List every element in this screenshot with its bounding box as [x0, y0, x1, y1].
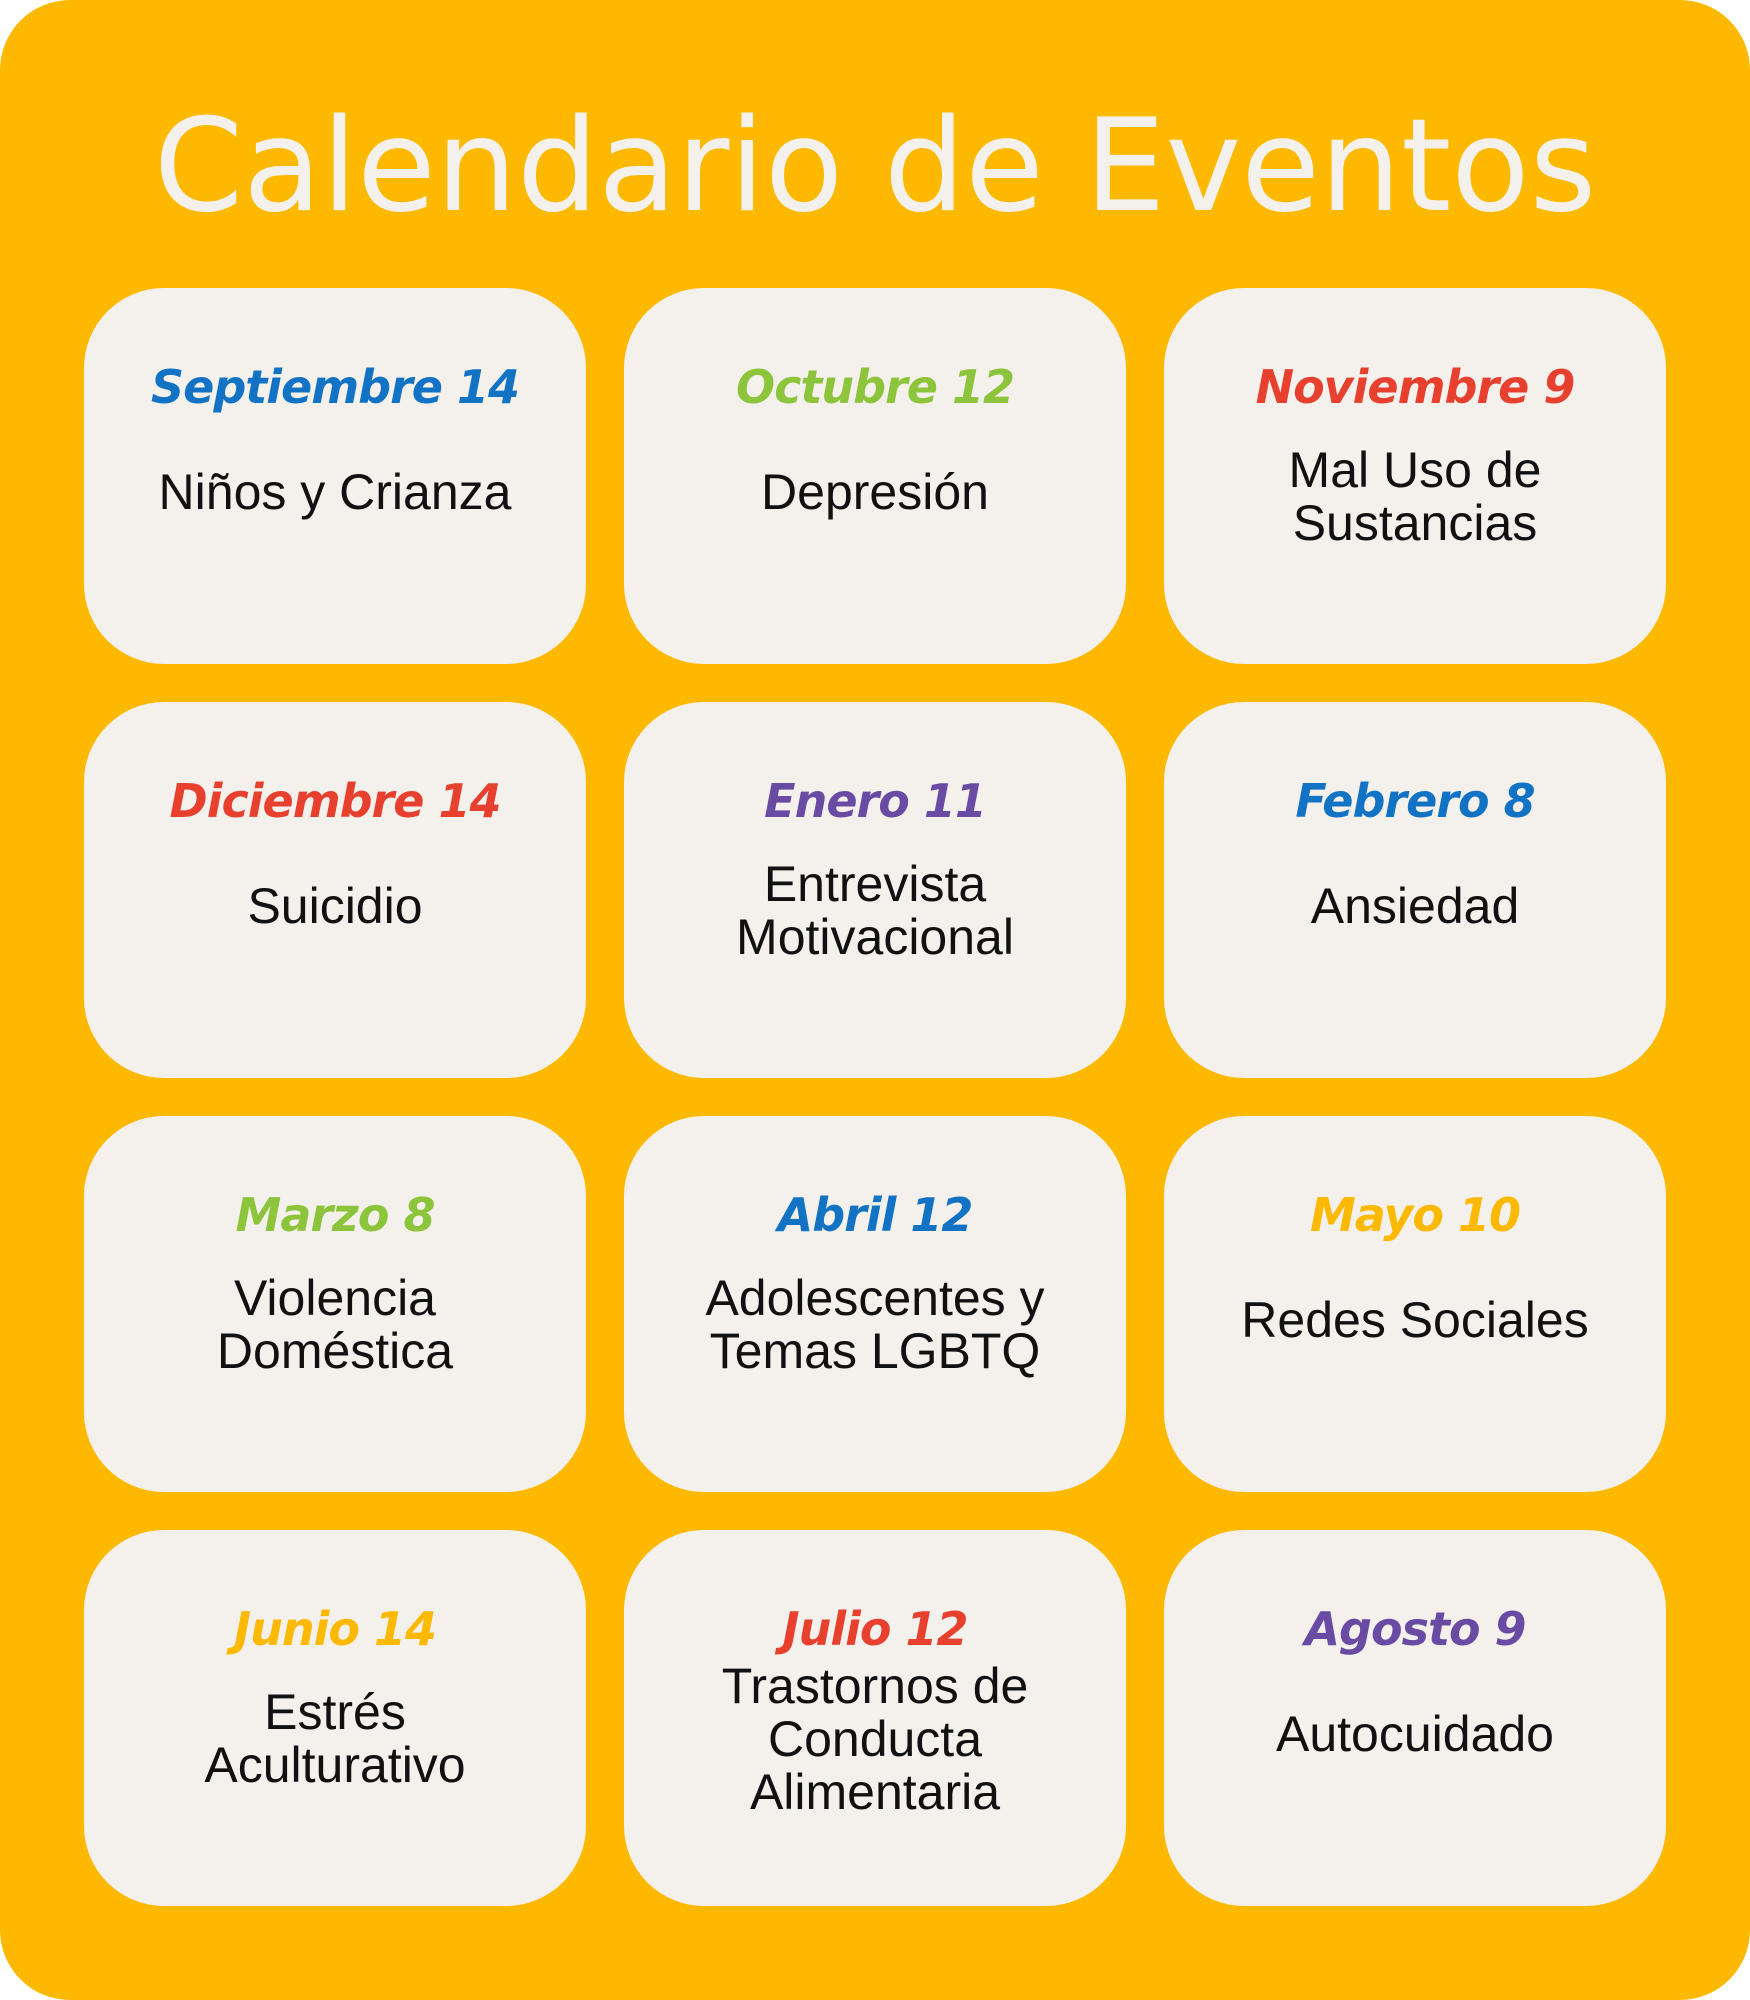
event-topic — [644, 1658, 1106, 1892]
event-topic — [104, 438, 566, 650]
event-card-december — [84, 702, 586, 1078]
event-date: Noviembre 9 — [1255, 360, 1575, 414]
page-title: Calendario de Eventos — [153, 92, 1597, 241]
event-topic — [644, 1266, 1106, 1478]
event-topic-text: Depresión — [761, 464, 989, 520]
events-grid — [84, 288, 1666, 1906]
event-topic — [1184, 1680, 1646, 1892]
event-card-april — [624, 1116, 1126, 1492]
event-date: Junio 14 — [233, 1602, 436, 1656]
event-date: Marzo 8 — [235, 1188, 435, 1242]
event-topic — [644, 438, 1106, 650]
event-topic — [104, 1266, 566, 1478]
event-topic-text: Ansiedad — [1310, 878, 1520, 934]
event-topic-text: Violencia Doméstica — [216, 1270, 454, 1379]
event-date: Diciembre 14 — [169, 774, 501, 828]
event-date: Enero 11 — [764, 774, 986, 828]
event-topic — [1184, 438, 1646, 650]
event-topic-text: Mal Uso de Sustancias — [1288, 442, 1542, 551]
event-card-may — [1164, 1116, 1666, 1492]
event-topic-text: Entrevista Motivacional — [736, 856, 1014, 965]
event-topic-text: Adolescentes y Temas LGBTQ — [705, 1270, 1045, 1379]
event-topic-text: Trastornos de Conducta Alimentaria — [721, 1658, 1029, 1820]
event-topic — [104, 852, 566, 1064]
event-topic — [1184, 852, 1646, 1064]
event-date: Abril 12 — [777, 1188, 973, 1242]
event-date: Julio 12 — [782, 1602, 968, 1656]
event-card-june — [84, 1530, 586, 1906]
event-date: Febrero 8 — [1295, 774, 1535, 828]
event-topic — [644, 852, 1106, 1064]
event-card-february — [1164, 702, 1666, 1078]
event-topic-text: Estrés Aculturativo — [204, 1684, 466, 1793]
event-topic-text: Redes Sociales — [1241, 1292, 1589, 1348]
event-date: Octubre 12 — [736, 360, 1014, 414]
event-card-july — [624, 1530, 1126, 1906]
event-card-august — [1164, 1530, 1666, 1906]
event-date: Agosto 9 — [1304, 1602, 1526, 1656]
event-card-october — [624, 288, 1126, 664]
event-date: Mayo 10 — [1309, 1188, 1521, 1242]
event-topic — [104, 1680, 566, 1892]
event-date: Septiembre 14 — [151, 360, 519, 414]
event-card-january — [624, 702, 1126, 1078]
event-topic-text: Suicidio — [247, 878, 423, 934]
event-card-march — [84, 1116, 586, 1492]
event-topic — [1184, 1266, 1646, 1478]
event-card-november — [1164, 288, 1666, 664]
event-topic-text: Autocuidado — [1275, 1706, 1554, 1762]
event-card-september — [84, 288, 586, 664]
event-topic-text: Niños y Crianza — [158, 464, 512, 520]
